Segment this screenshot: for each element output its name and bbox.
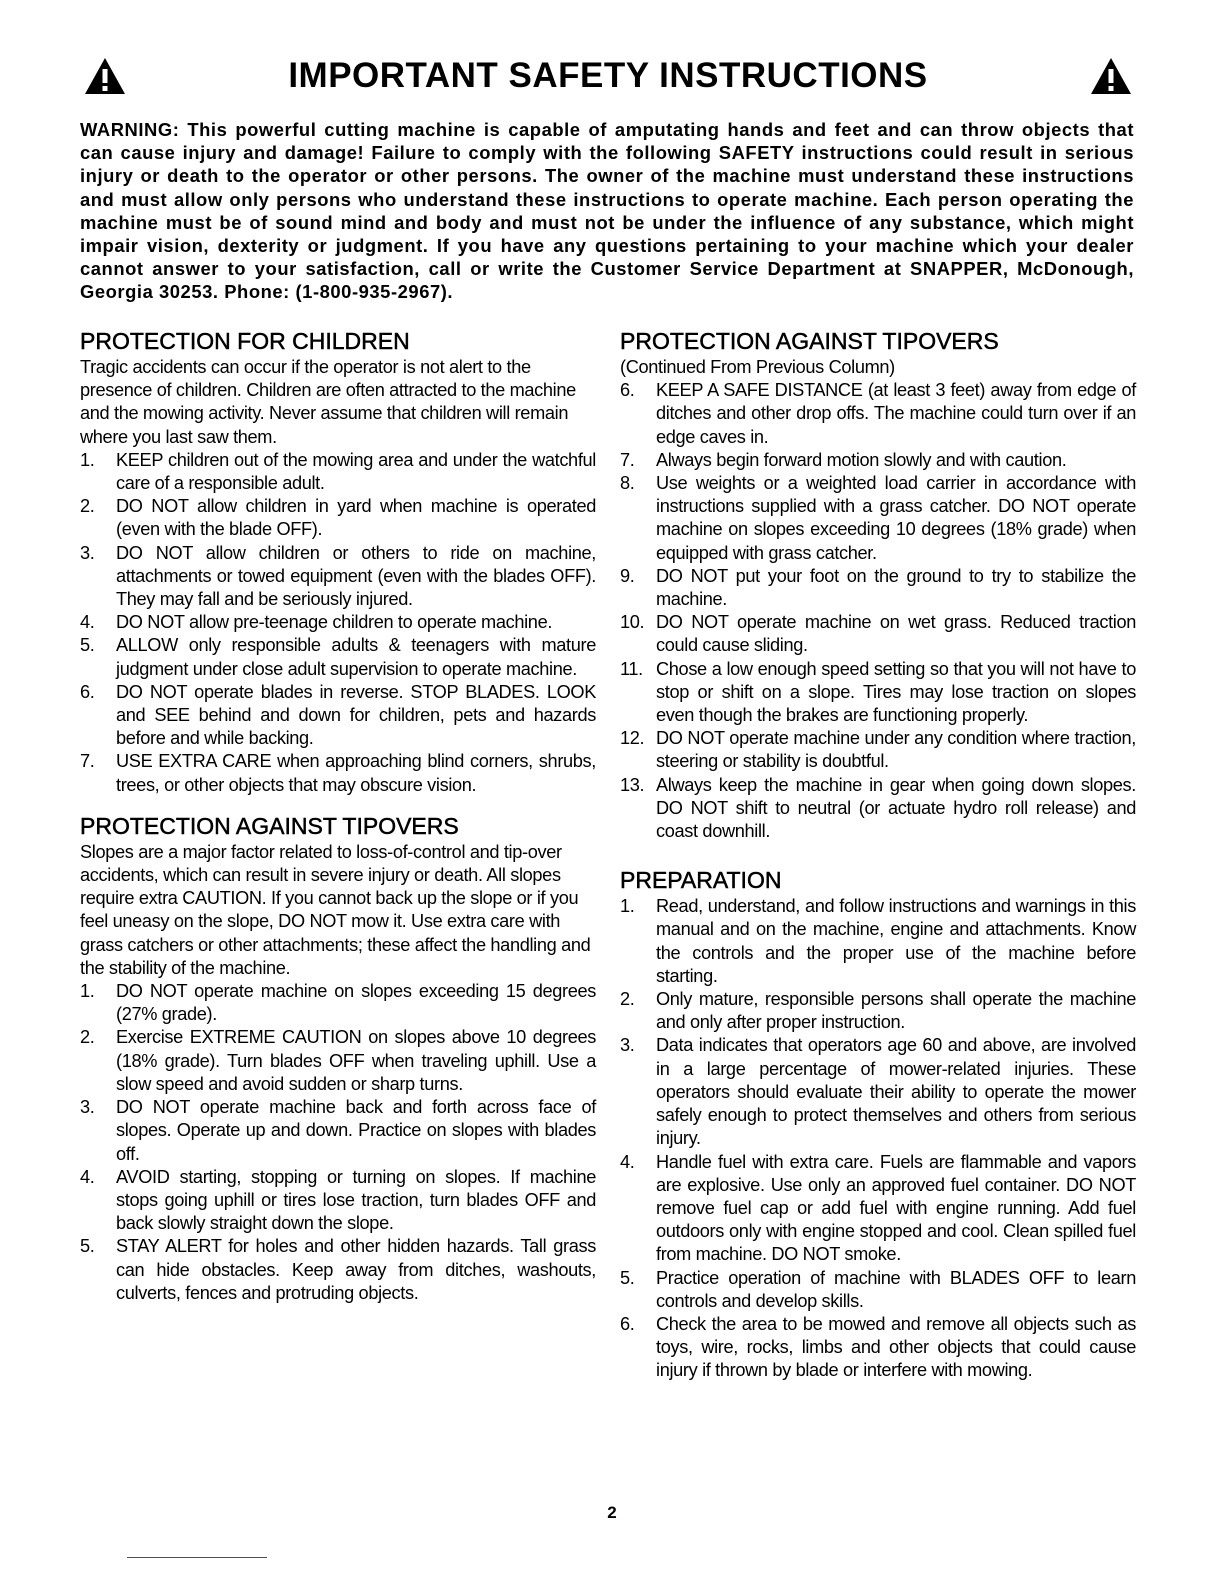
list-item: 1. DO NOT operate machine on slopes exceeding 15 degrees (27% grade). [80,981,596,1025]
list-item: 13. Always keep the machine in gear when going down slopes. DO NOT shift to neutral (or actuate hydro roll release) and coast downhill. [620,774,1136,842]
warning-triangle-icon [1089,56,1133,96]
section-heading: PREPARATION [620,867,782,894]
list-item: 11. Chose a low enough speed setting so that you will not have to stop or shift on a slope. Tires may lose traction on slopes even though the brakes are functioning properly. [620,658,1136,726]
tipovers-list [80,980,596,1305]
section-subheading: (Continued From Previous Column) [620,357,895,377]
section-intro: Tragic accidents can occur if the operator is not alert to the presence of children. Children are often attracted to the machine and the mowing activity. Never assume that children will remain where you last saw them. [80,357,576,447]
list-item: 7. Always begin forward motion slowly and with caution. [620,449,1067,470]
list-item: 4. DO NOT allow pre-teenage children to operate machine. [80,612,553,633]
list-item: 1. KEEP children out of the mowing area and under the watchful care of a responsible adult. [80,449,596,494]
page-title: IMPORTANT SAFETY INSTRUCTIONS [288,56,928,95]
list-item: 2. DO NOT allow children in yard when machine is operated (even with the blade OFF). [80,496,596,540]
warning-paragraph: WARNING: This powerful cutting machine is capable of amputating hands and feet and can throw objects that can cause injury and damage! Failure to comply with the following SAFETY instructions could result in serious injury or death to the operator or other persons. The owner of the machine must understand these instructions and must allow only persons who understand these instructions to operate machine. Each person operating the machine must be of sound mind and body and must not be under the influence of any substance, which might impair vision, dexterity or judgment. If you have any questions pertaining to your machine which your dealer cannot answer to your satisfaction, call or write the Customer Service Department at SNAPPER, McDonough, Georgia 30253. Phone: (1-800-935-2967). [80,119,1134,303]
list-item: 10. DO NOT operate machine on wet grass. Reduced traction could cause sliding. [620,612,1136,656]
left-column [80,326,596,1305]
list-item: 7. USE EXTRA CARE when approaching blind corners, shrubs, trees, or other objects that may obscure vision. [80,751,596,795]
page-number: 2 [607,1503,617,1522]
section-heading: PROTECTION FOR CHILDREN [80,328,410,354]
list-item: 6. KEEP A SAFE DISTANCE (at least 3 feet) away from edge of ditches and other drop offs. The machine could turn over if an edge caves in. [620,380,1136,447]
section-preparation [620,865,1136,1382]
list-item: 12. DO NOT operate machine under any condition where traction, steering or stability is doubtful. [620,728,1136,772]
list-item: 2. Only mature, responsible persons shall operate the machine and only after proper instruction. [620,989,1136,1033]
right-column [620,326,1136,1383]
list-item: 6. Check the area to be mowed and remove all objects such as toys, wire, rocks, limbs and other objects that could cause injury if thrown by blade or interfere with mowing. [620,1313,1136,1381]
list-item: 1. Read, understand, and follow instructions and warnings in this manual and on the machine, engine and attachments. Know the controls and the proper use of the machine before starting. [620,896,1136,986]
list-item: 9. DO NOT put your foot on the ground to try to stabilize the machine. [620,565,1136,610]
list-item: 5. Practice operation of machine with BLADES OFF to learn controls and develop skills. [620,1267,1136,1311]
title-row [80,52,1136,100]
section-tipovers [80,811,596,1305]
list-item: 4. Handle fuel with extra care. Fuels are flammable and vapors are explosive. Use only an approved fuel container. DO NOT remove fuel cap or add fuel with engine running. Add fuel outdoors only with engine stopped and cool. Clean spilled fuel from machine. DO NOT smoke. [620,1151,1136,1265]
list-item: 4. AVOID starting, stopping or turning on slopes. If machine stops going uphill or tires lose traction, turn blades OFF and back slowly straight down the slope. [80,1166,596,1234]
list-item: 8. Use weights or a weighted load carrier in accordance with instructions supplied with a grass catcher. DO NOT operate machine on slopes exceeding 10 degrees (18% grade) when equipped with grass catcher. [620,473,1136,563]
list-item: 3. DO NOT allow children or others to ride on machine, attachments or towed equipment (even with the blades OFF). They may fall and be seriously injured. [80,542,596,610]
list-item: 5. STAY ALERT for holes and other hidden hazards. Tall grass can hide obstacles. Keep away from ditches, washouts, culverts, fences and protruding objects. [80,1236,596,1303]
list-item: 6. DO NOT operate blades in reverse. STOP BLADES. LOOK and SEE behind and down for children, pets and hazards before and while backing. [80,681,596,749]
section-tipovers-continued [620,326,1136,843]
list-item: 5. ALLOW only responsible adults & teenagers with mature judgment under close adult supervision to operate machine. [80,635,596,679]
list-item: 2. Exercise EXTREME CAUTION on slopes above 10 degrees (18% grade). Turn blades OFF when traveling uphill. Use a slow speed and avoid sudden or sharp turns. [80,1027,596,1094]
section-heading: PROTECTION AGAINST TIPOVERS [620,328,999,354]
section-heading: PROTECTION AGAINST TIPOVERS [80,812,459,839]
list-item: 3. Data indicates that operators age 60 and above, are involved in a large percentage of mower-related injuries. These operators should evaluate their ability to operate the mower safely enough to protect themselves and others from serious injury. [620,1035,1136,1149]
footer-rule [127,1557,267,1558]
children-list [80,449,596,797]
list-item: 3. DO NOT operate machine back and forth across face of slopes. Operate up and down. Practice on slopes with blades off. [80,1097,596,1164]
section-intro: Slopes are a major factor related to loss-of-control and tip-over accidents, which can result in severe injury or death. All slopes require extra CAUTION. If you cannot back up the slope or if you feel uneasy on the slope, DO NOT mow it. Use extra care with grass catchers or other attachments; these affect the handling and the stability of the machine. [80,841,591,978]
section-children [80,326,596,797]
preparation-list [620,895,1136,1382]
tipovers-continued-list [620,379,1136,843]
